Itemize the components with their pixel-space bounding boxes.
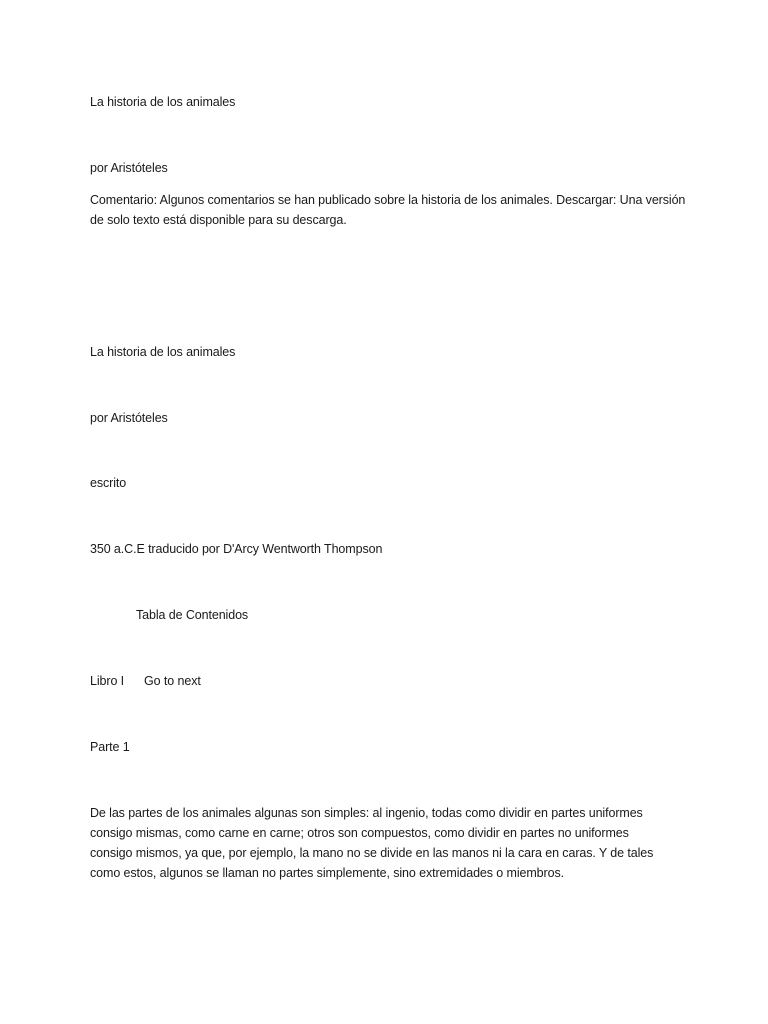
document-title: La historia de los animales — [90, 95, 236, 109]
book-line — [90, 671, 201, 691]
table-of-contents-heading: Tabla de Contenidos — [136, 608, 249, 622]
go-to-next-link[interactable]: Go to next — [144, 674, 201, 688]
author-line: por Aristóteles — [90, 161, 168, 175]
date-translation-line: 350 a.C.E traducido por D'Arcy Wentworth Thompson — [90, 542, 383, 556]
written-label: escrito — [90, 476, 127, 490]
document-title-repeat: La historia de los animales — [90, 345, 236, 359]
body-paragraph: De las partes de los animales algunas son simples: al ingenio, todas como dividir en partes uniformes consigo mismas, como carne en carne; otros son compuestos, como dividir en partes no uniformes consigo mismos, ya que, por ejemplo, la mano no se divide en las manos ni la cara en caras. Y de tales como estos, algunos se llaman no partes simplemente, sino extremidades o miembros. — [90, 806, 654, 880]
comment-paragraph: Comentario: Algunos comentarios se han publicado sobre la historia de los animales. Descargar: Una versión de solo texto está disponible para su descarga. — [90, 193, 686, 227]
part-heading: Parte 1 — [90, 740, 130, 754]
author-line-repeat: por Aristóteles — [90, 411, 168, 425]
book-label: Libro I — [90, 674, 125, 688]
